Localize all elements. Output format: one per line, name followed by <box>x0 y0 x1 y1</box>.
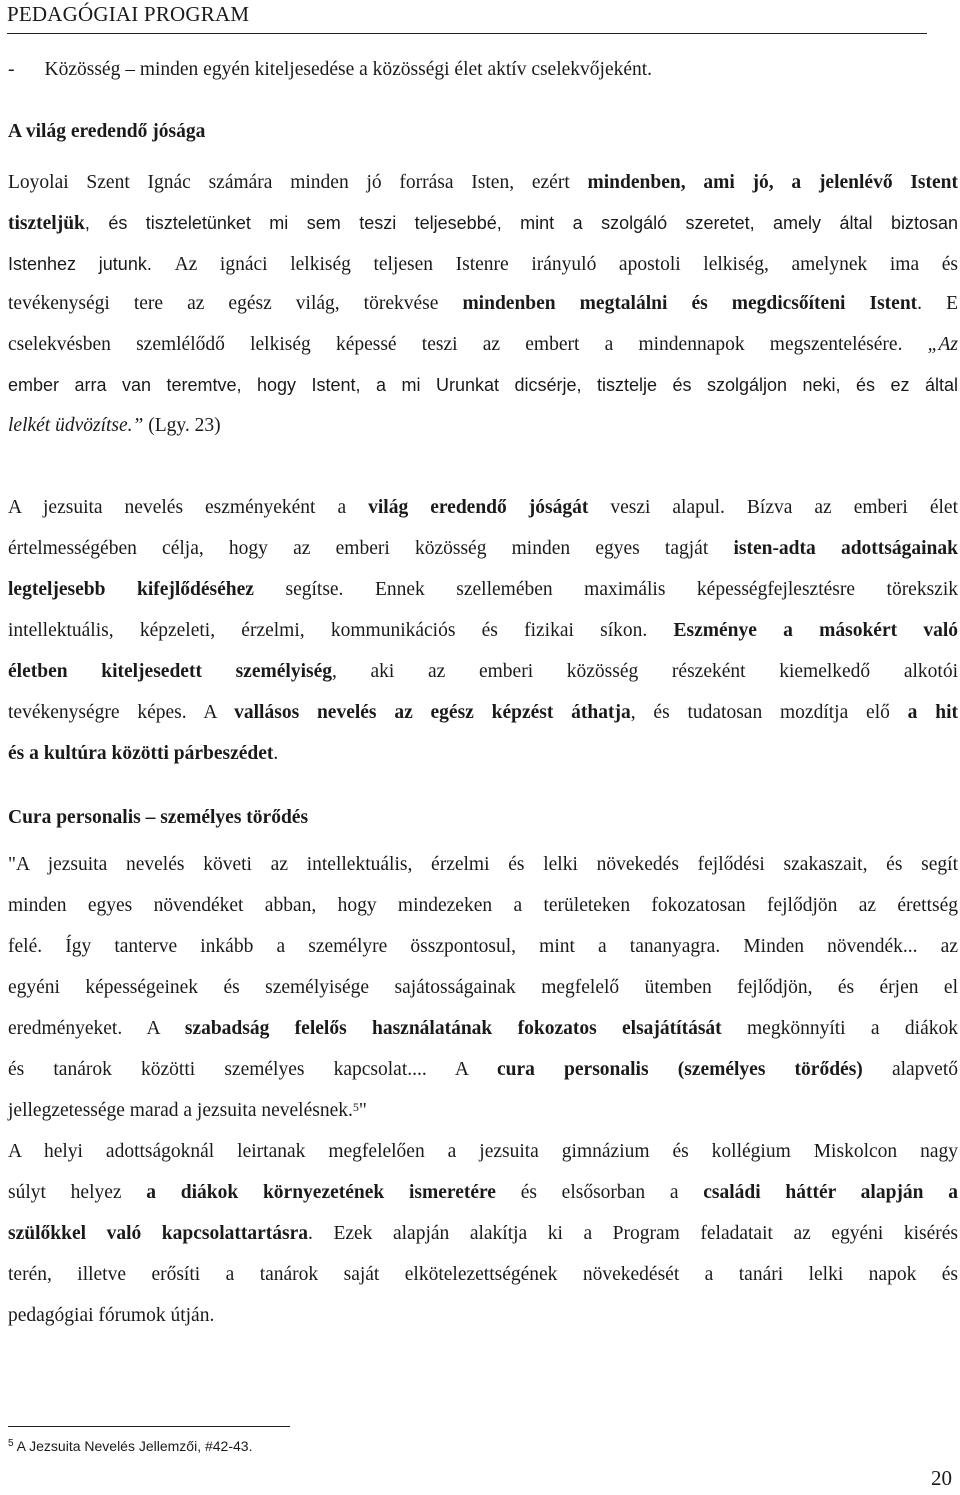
paragraph-line: tevékenységre képes. A vallásos nevelés az egész képzést áthatja, és tudatosan mozdítja elő a hit <box>8 702 958 723</box>
paragraph-line: terén, illetve erősíti a tanárok saját elkötelezettségének növekedését a tanári lelki napok és <box>8 1264 958 1285</box>
bullet-text: Közösség – minden egyén kiteljesedése a közösségi élet aktív cselekvőjeként. <box>44 59 653 80</box>
paragraph-line: egyéni képességeinek és személyisége sajátosságainak megfelelő ütemben fejlődjön, és érjen el <box>8 977 958 998</box>
paragraph-line: Istenhez jutunk. Az ignáci lelkiség teljesen Istenre irányuló apostoli lelkiség, amelynek ima és <box>8 254 958 275</box>
paragraph-line: eredményeket. A szabadság felelős használatának fokozatos elsajátítását megkönnyíti a diákok <box>8 1018 958 1039</box>
paragraph-line: Loyolai Szent Ignác számára minden jó forrása Isten, ezért mindenben, ami jó, a jelenlévő Istent <box>8 172 959 193</box>
footnote: $^5$ A Jezsuita Nevelés Jellemzői, #42-43. <box>8 1438 253 1454</box>
paragraph-line: cselekvésben szemlélődő lelkiség képessé teszi az embert a mindennapok megszentelésére. „Az <box>8 334 959 355</box>
bullet-dash: - <box>8 59 15 80</box>
section-heading-world-goodness: A világ eredendő jósága <box>8 121 206 142</box>
paragraph-line: A jezsuita nevelés eszményeként a világ eredendő jóságát veszi alapul. Bízva az emberi élet <box>8 497 958 518</box>
paragraph-line: lelkét üdvözítse.” (Lgy. 23) <box>8 415 221 436</box>
paragraph-line: A helyi adottságoknál leirtanak megfelelően a jezsuita gimnázium és kollégium Miskolcon nagy <box>8 1141 958 1162</box>
paragraph-line: tevékenységi tere az egész világ, törekvése mindenben megtalálni és megdicsőíteni Istent. E <box>8 293 958 314</box>
page-number: 20 <box>931 1466 952 1490</box>
header-divider <box>7 33 927 34</box>
paragraph-line: pedagógiai fórumok útján. <box>8 1305 215 1326</box>
paragraph-line: súlyt helyez a diákok környezetének ismeretére és elsősorban a családi háttér alapján a <box>8 1182 958 1203</box>
paragraph-line: legteljesebb kifejlődéséhez segítse. Ennek szellemében maximális képességfejlesztésre törekszik <box>8 579 958 600</box>
paragraph-line: ember arra van teremtve, hogy Istent, a mi Urunkat dicsérje, tisztelje és szolgáljon neki, és ez által <box>8 375 958 395</box>
paragraph-line: értelmességében célja, hogy az emberi közösség minden egyes tagját isten-adta adottságainak <box>8 538 958 559</box>
paragraph-line: intellektuális, képzeleti, érzelmi, kommunikációs és fizikai síkon. Eszménye a másokért való <box>8 620 958 641</box>
paragraph-line: felé. Így tanterve inkább a személyre összpontosul, mint a tananyagra. Minden növendék... az <box>8 936 958 957</box>
page-header: PEDAGÓGIAI PROGRAM <box>7 2 250 26</box>
paragraph-line: "A jezsuita nevelés követi az intellektuális, érzelmi és lelki növekedés fejlődési szakaszait, és segít <box>8 854 958 875</box>
paragraph-line: és tanárok közötti személyes kapcsolat.... A cura personalis (személyes törődés) alapvető <box>8 1059 958 1080</box>
paragraph-line: tiszteljük, és tiszteletünket mi sem teszi teljesebbé, mint a szolgáló szeretet, amely által biztosan <box>8 213 958 234</box>
paragraph-line: életben kiteljesedett személyiség, aki az emberi közösség részeként kiemelkedő alkotói <box>8 661 958 682</box>
footnote-divider <box>8 1426 290 1427</box>
paragraph-line: szülőkkel való kapcsolattartásra. Ezek alapján alakítja ki a Program feladatait az egyéni kisérés <box>8 1223 959 1244</box>
paragraph-line: minden egyes növendéket abban, hogy mindezeken a területeken fokozatosan fejlődjön az érettség <box>8 895 958 916</box>
paragraph-line: és a kultúra közötti párbeszédet. <box>8 743 279 764</box>
section-heading-cura-personalis: Cura personalis – személyes törődés <box>8 807 309 828</box>
paragraph-line: jellegzetessége marad a jezsuita nevelésnek.$^5$" <box>8 1100 367 1121</box>
bullet-item <box>8 58 958 82</box>
footnote-ref: 5 <box>352 1100 359 1114</box>
